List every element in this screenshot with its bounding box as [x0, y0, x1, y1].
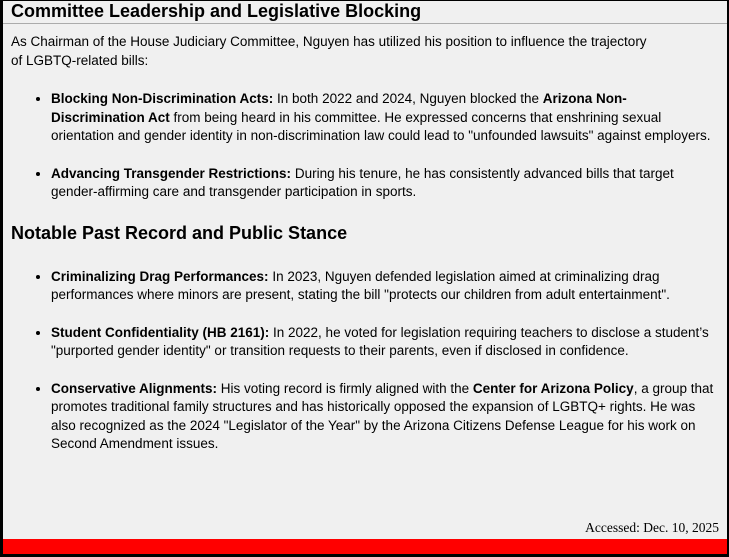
list-item-text: During his tenure, he has consistently advanced bills that target gender-affirming care and transgender participation in sports.: [51, 165, 674, 199]
section-heading-notable-record: Notable Past Record and Public Stance: [11, 222, 348, 243]
list-item-bold-text: Criminalizing Drag Performances:: [51, 268, 269, 284]
list-item-bold-text: Student Confidentiality (HB 2161):: [51, 324, 270, 340]
list-item-bold-text: Blocking Non-Discrimination Acts:: [51, 91, 274, 106]
list-item-bold-text: Center for Arizona Policy: [472, 380, 634, 396]
list-item: [51, 268, 715, 305]
list-item: [51, 324, 715, 361]
section-heading-committee-leadership: Committee Leadership and Legislative Blocking: [3, 1, 727, 24]
list-item-bold-text: Conservative Alignments:: [51, 380, 218, 396]
list-item: [51, 90, 715, 146]
list-item-text: In 2023, Nguyen defended legislation aimed at criminalizing drag performances where minors are present, stating the bill "protects our children from adult entertainment".: [51, 268, 670, 302]
list-item-text: from being heard in his committee. He expressed concerns that enshrining sexual orientation and gender identity in non-discrimination law could lead to "unfounded lawsuits" against employers.: [51, 109, 711, 143]
list-item-text: , a group that promotes traditional family structures and has historically opposed the expansion of LGBTQ+ rights. He was also recognized as the 2024 "Legislator of the Year" by the Arizona Citizens Defense League for his work on Second Amendment issues.: [51, 380, 714, 451]
list-item-text: In 2022, he voted for legislation requiring teachers to disclose a student’s "purported gender identity" or transition requests to their parents, even if disclosed in confidence.: [51, 324, 709, 358]
accessed-date: Accessed: Dec. 10, 2025: [585, 520, 719, 535]
list-item: [51, 380, 715, 454]
intro-paragraph: As Chairman of the House Judiciary Committee, Nguyen has utilized his position to influence the trajectory of LGBTQ-related bills:: [11, 34, 647, 68]
list-item-text: In both 2022 and 2024, Nguyen blocked the: [273, 91, 543, 106]
notable-record-list: [3, 268, 715, 454]
list-item-bold-text: Advancing Transgender Restrictions:: [51, 165, 292, 181]
list-item-bold-text: Arizona Non-Discrimination Act: [51, 91, 627, 125]
list-item: [51, 165, 715, 202]
list-item-text: His voting record is firmly aligned with the: [217, 380, 473, 396]
legislative-blocking-list: [3, 90, 715, 202]
footer-red-bar: [3, 539, 727, 554]
